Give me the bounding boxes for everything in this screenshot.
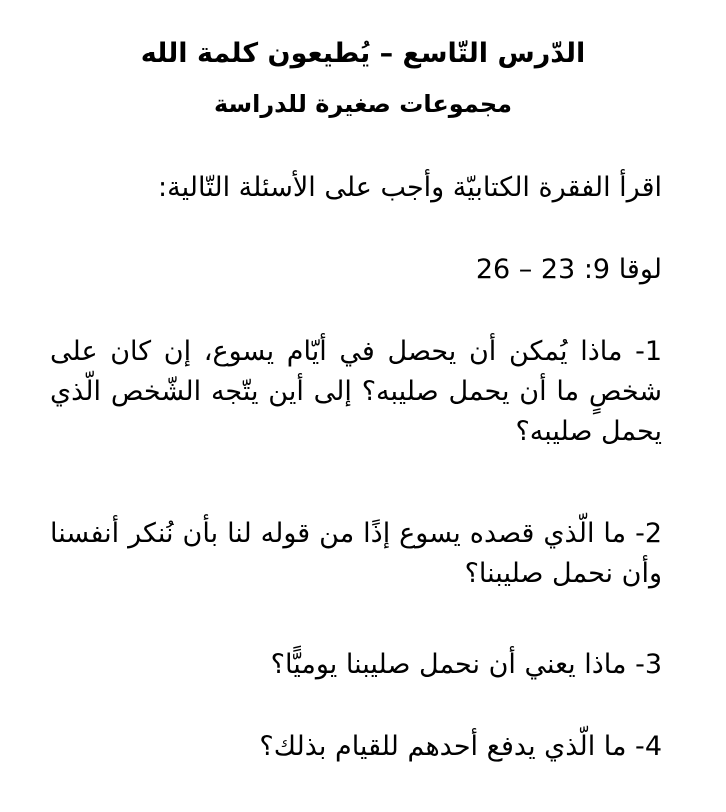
question-4: 4- ما الّذي يدفع أحدهم للقيام بذلك؟ [259,731,662,762]
question-2: 2- ما الّذي قصده يسوع إذًا من قوله لنا بأن نُنكر أنفسنا وأن نحمل صليبنا؟ [50,518,662,589]
instruction-text: اقرأ الفقرة الكتابيّة وأجب على الأسئلة التّالية: [158,172,662,203]
question-3: 3- ماذا يعني أن نحمل صليبنا يوميًّا؟ [270,649,662,680]
lesson-title: الدّرس التّاسع – يُطيعون كلمة الله [140,38,586,69]
scripture-reference: لوقا 9: 23 – 26 [475,254,662,285]
lesson-subtitle: مجموعات صغيرة للدراسة [213,90,513,118]
question-1: 1- ماذا يُمكن أن يحصل في أيّام يسوع، إن كان على شخصٍ ما أن يحمل صليبه؟ إلى أين يتّجه الشّخص الّذي يحمل صليبه؟ [50,336,662,447]
